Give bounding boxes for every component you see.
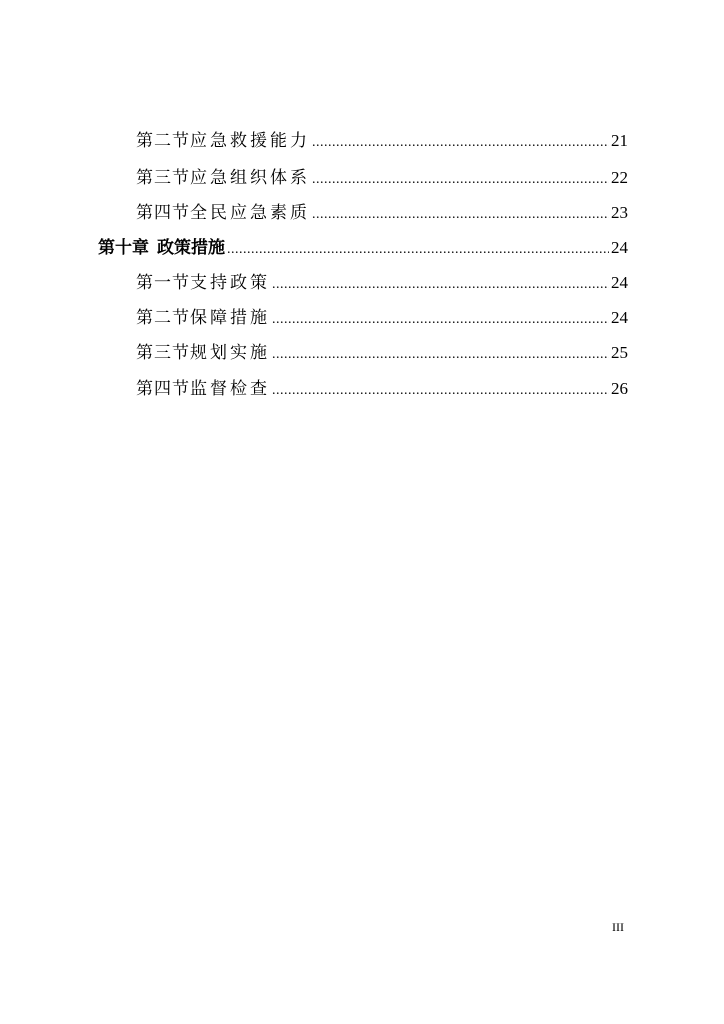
toc-chapter-title: 政策措施 [157, 238, 225, 258]
toc-page-number: 24 [611, 308, 628, 327]
toc-dot-leader [272, 342, 609, 368]
toc-dot-leader [227, 237, 609, 263]
toc-section-title: 保障措施 [190, 308, 270, 328]
toc-section-title: 应急组织体系 [190, 168, 310, 188]
toc-entry[interactable] [136, 128, 628, 154]
toc-dot-leader [312, 130, 609, 156]
toc-entry[interactable] [136, 376, 628, 402]
toc-dot-leader [272, 307, 609, 333]
toc-dot-leader [272, 272, 609, 298]
toc-entry[interactable] [136, 200, 628, 226]
toc-dot-leader [312, 167, 609, 193]
toc-page-number: 23 [611, 203, 628, 222]
toc-page-number: 22 [611, 168, 628, 187]
toc-section-number: 第二节 [136, 131, 190, 151]
toc-section-number: 第四节 [136, 379, 190, 399]
toc-entry[interactable] [136, 270, 628, 296]
toc-dot-leader [272, 378, 609, 404]
toc-page-number: 21 [611, 131, 628, 150]
toc-chapter-number: 第十章 [98, 238, 149, 258]
footer-page-number: III [612, 920, 624, 934]
toc-section-title: 规划实施 [190, 343, 270, 363]
toc-entry[interactable] [136, 305, 628, 331]
toc-entry[interactable] [136, 340, 628, 366]
toc-page-number: 26 [611, 379, 628, 398]
toc-section-number: 第四节 [136, 203, 190, 223]
toc-page-number: 24 [611, 273, 628, 292]
toc-page-number: 24 [611, 238, 628, 257]
toc-page-number: 25 [611, 343, 628, 362]
toc-section-number: 第三节 [136, 168, 190, 188]
toc-section-title: 全民应急素质 [190, 203, 310, 223]
toc-section-title: 应急救援能力 [190, 131, 310, 151]
toc-section-title: 监督检查 [190, 379, 270, 399]
toc-dot-leader [312, 202, 609, 228]
toc-entry[interactable] [136, 165, 628, 191]
toc-section-title: 支持政策 [190, 273, 270, 293]
toc-section-number: 第二节 [136, 308, 190, 328]
toc-chapter-entry[interactable] [98, 235, 628, 261]
toc-section-number: 第一节 [136, 273, 190, 293]
toc-section-number: 第三节 [136, 343, 190, 363]
